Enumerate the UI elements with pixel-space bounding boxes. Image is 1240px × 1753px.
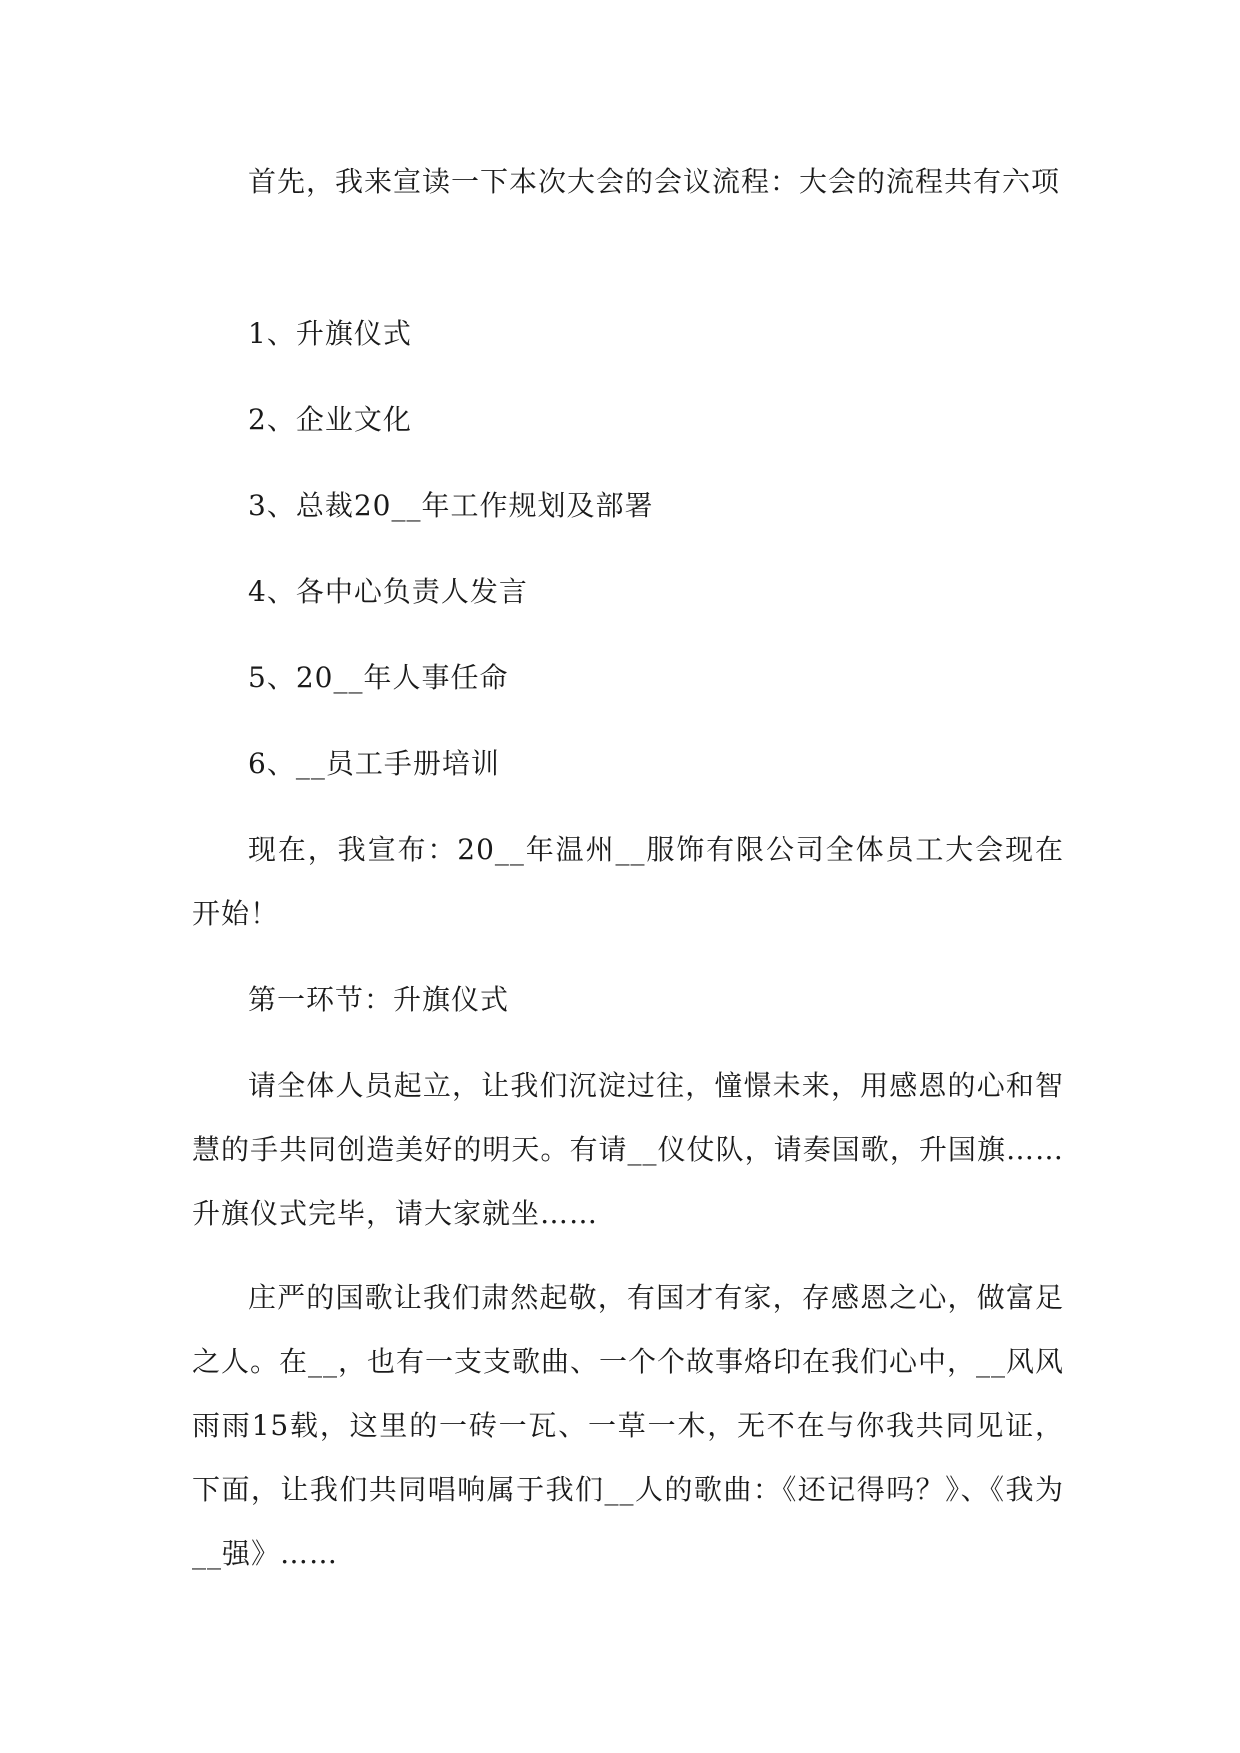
section-heading-flag-ceremony: 第一环节：升旗仪式 bbox=[248, 983, 510, 1016]
paragraph-meeting-agenda-intro: 首先，我来宣读一下本次大会的会议流程：大会的流程共有六项 bbox=[248, 165, 1061, 198]
paragraph-flag-ceremony: 请全体人员起立，让我们沉淀过往，憧憬未来，用感恩的心和智慧的手共同创造美好的明天。有请__仪仗队，请奏国歌，升国旗……升旗仪式完毕，请大家就坐…… bbox=[192, 1069, 1064, 1230]
agenda-item-6: 6、__员工手册培训 bbox=[248, 747, 500, 780]
paragraph-national-anthem: 庄严的国歌让我们肃然起敬，有国才有家，存感恩之心，做富足之人。在__，也有一支支歌曲、一个个故事烙印在我们心中，__风风雨雨15载，这里的一砖一瓦、一草一木，无不在与你我共同见证，下面，让我们共同唱响属于我们__人的歌曲：《还记得吗？》、《我为__强》…… bbox=[192, 1281, 1065, 1570]
agenda-item-5: 5、20__年人事任命 bbox=[248, 661, 509, 694]
agenda-item-4: 4、各中心负责人发言 bbox=[248, 575, 528, 608]
agenda-item-2: 2、企业文化 bbox=[248, 403, 412, 436]
paragraph-opening-announcement: 现在，我宣布：20__年温州__服饰有限公司全体员工大会现在开始！ bbox=[192, 833, 1064, 930]
agenda-item-1: 1、升旗仪式 bbox=[248, 317, 412, 350]
agenda-item-3: 3、总裁20__年工作规划及部署 bbox=[248, 489, 654, 522]
